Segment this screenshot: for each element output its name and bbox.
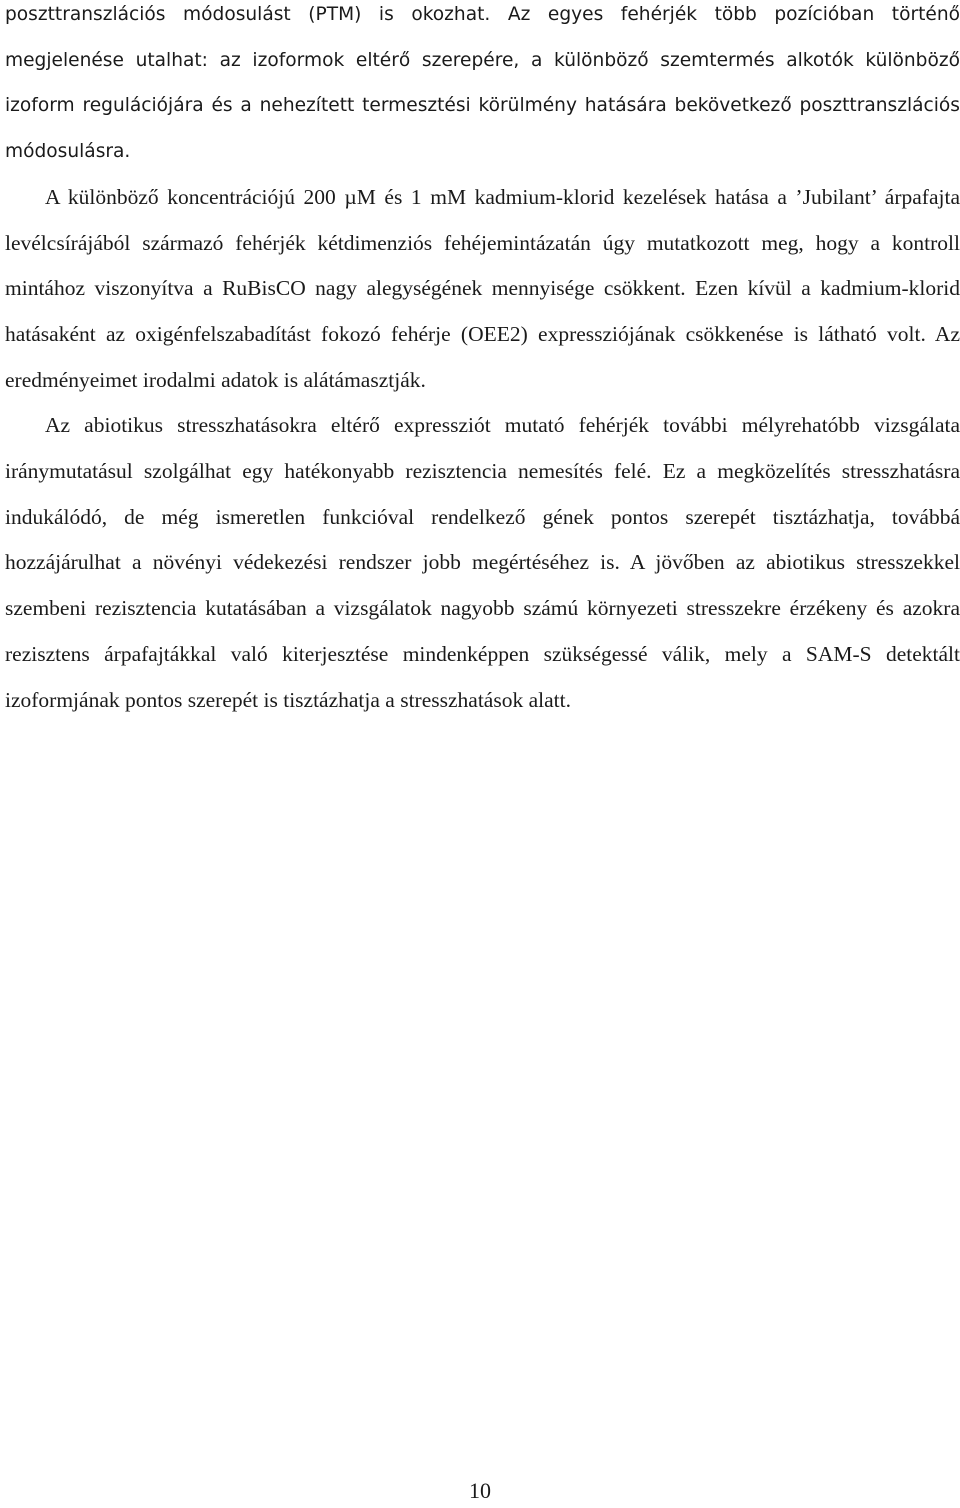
document-page [5, 0, 960, 723]
paragraph-1-continuation: Az egyes fehérjék több pozícióban történő megjelenése utalhat: az izoformok eltérő szerepére, a különböző szemtermés alkotók különböző izoform regulációjára és a nehezített termesztési körülmény hatására bekövetkező poszttranszlációs módosulásra. [5, 4, 960, 163]
page-number: 10 [469, 1478, 491, 1503]
paragraph-1 [5, 0, 960, 175]
paragraph-1-start: poszttranszlációs módosulást (PTM) is okozhat. [5, 4, 508, 25]
paragraph-2: A különböző koncentrációjú 200 µM és 1 mM kadmium-klorid kezelések hatása a ’Jubilant’ árpafajta levélcsírájából származó fehérjék kétdimenziós fehéjemintázatán úgy mutatkozott meg, hogy a kontroll mintához viszonyítva a RuBisCO nagy alegységének mennyisége csökkent. Ezen kívül a kadmium-klorid hatásaként az oxigénfelszabadítást fokozó fehérje (OEE2) expressziójának csökkenése is látható volt. Az eredményeimet irodalmi adatok is alátámasztják. [5, 184, 960, 392]
paragraph-3: Az abiotikus stresszhatásokra eltérő expressziót mutató fehérjék további mélyrehatóbb vizsgálata iránymutatásul szolgálhat egy hatékonyabb rezisztencia nemesítés felé. Ez a megközelítés stresszhatásra indukálódó, de még ismeretlen funkcióval rendelkező gének pontos szerepét tisztázhatja, továbbá hozzájárulhat a növényi védekezési rendszer jobb megértéséhez is. A jövőben az abiotikus stresszekkel szembeni rezisztencia kutatásában a vizsgálatok nagyobb számú környezeti stresszekre érzékeny és azokra rezisztens árpafajtákkal való kiterjesztése mindenképpen szükségessé válik, mely a SAM-S detektált izoformjának pontos szerepét is tisztázhatja a stresszhatások alatt. [5, 413, 960, 712]
